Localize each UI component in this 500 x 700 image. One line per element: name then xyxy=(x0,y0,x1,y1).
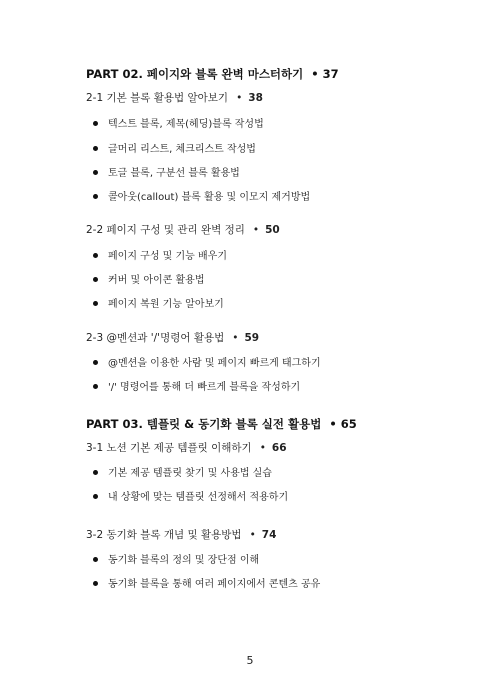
bullet-icon xyxy=(93,557,98,562)
list-item xyxy=(93,115,264,130)
list-item xyxy=(93,575,320,590)
bullet-icon xyxy=(93,170,98,175)
list-item xyxy=(93,188,310,203)
bullet-icon xyxy=(93,494,98,499)
list-item xyxy=(93,464,272,479)
list-item xyxy=(93,271,204,286)
section-heading xyxy=(86,330,259,345)
section-title: 3-2 동기화 블록 개념 및 활용방법 xyxy=(86,529,242,541)
item-text: 커버 및 아이콘 활용법 xyxy=(108,275,205,286)
part-heading xyxy=(86,66,339,82)
list-item xyxy=(93,354,321,369)
part-title: PART 03. 템플릿 & 동기화 블록 실전 활용법 xyxy=(86,417,322,431)
page-separator: • xyxy=(236,92,243,104)
page-separator: • xyxy=(252,224,260,236)
part-title: PART 02. 페이지와 블록 완벽 마스터하기 xyxy=(86,67,304,81)
item-text: 내 상황에 맞는 템플릿 선정해서 적용하기 xyxy=(108,492,289,503)
page-separator: • xyxy=(249,529,256,541)
section-heading xyxy=(86,222,280,237)
section-heading xyxy=(86,90,263,105)
section-page: 38 xyxy=(248,92,263,104)
list-item xyxy=(93,164,240,179)
bullet-icon xyxy=(93,470,98,475)
list-item xyxy=(93,378,300,393)
page-separator: • xyxy=(329,417,337,431)
section-heading xyxy=(86,440,287,455)
item-text: 동기화 블록의 정의 및 장단점 이해 xyxy=(108,555,260,566)
section-title: 2-1 기본 블록 활용법 알아보기 xyxy=(86,92,229,104)
item-text: 동기화 블록을 통해 여러 페이지에서 콘텐츠 공유 xyxy=(108,579,321,590)
section-page: 59 xyxy=(244,332,260,344)
list-item xyxy=(93,551,259,566)
part-page: 65 xyxy=(340,417,357,431)
section-page: 50 xyxy=(265,224,280,236)
page-number: 5 xyxy=(246,654,254,667)
section-title: 3-1 노션 기본 제공 템플릿 이해하기 xyxy=(86,442,252,454)
item-text: 페이지 복원 기능 알아보기 xyxy=(108,299,224,310)
bullet-icon xyxy=(93,360,98,365)
item-text: 토글 블록, 구분선 블록 활용법 xyxy=(108,168,240,179)
item-text: 글머리 리스트, 체크리스트 작성법 xyxy=(108,144,256,155)
bullet-icon xyxy=(93,253,98,258)
page-separator: • xyxy=(311,67,319,81)
part-heading xyxy=(86,416,357,432)
list-item xyxy=(93,295,224,310)
section-page: 66 xyxy=(271,442,287,454)
section-heading xyxy=(86,527,276,542)
section-page: 74 xyxy=(261,529,277,541)
bullet-icon xyxy=(93,581,98,586)
list-item xyxy=(93,488,288,503)
list-item xyxy=(93,140,256,155)
bullet-icon xyxy=(93,194,98,199)
list-item xyxy=(93,247,227,262)
bullet-icon xyxy=(93,146,98,151)
bullet-icon xyxy=(93,301,98,306)
bullet-icon xyxy=(93,384,98,389)
item-text: 페이지 구성 및 기능 배우기 xyxy=(108,251,227,262)
item-text: '/' 명령어를 통해 더 빠르게 블록을 작성하기 xyxy=(108,382,301,393)
section-title: 2-3 @멘션과 '/'명령어 활용법 xyxy=(86,332,225,344)
item-text: 기본 제공 템플릿 찾기 및 사용법 실습 xyxy=(108,468,272,479)
part-page: 37 xyxy=(322,67,339,81)
page-separator: • xyxy=(232,332,239,344)
bullet-icon xyxy=(93,277,98,282)
page-separator: • xyxy=(259,442,266,454)
item-text: 텍스트 블록, 제목(헤딩)블록 작성법 xyxy=(108,119,264,130)
section-title: 2-2 페이지 구성 및 관리 완벽 정리 xyxy=(86,224,245,236)
item-text: @멘션을 이용한 사람 및 페이지 빠르게 태그하기 xyxy=(108,358,321,369)
item-text: 콜아웃(callout) 블록 활용 및 이모지 제거방법 xyxy=(108,192,311,203)
bullet-icon xyxy=(93,121,98,126)
